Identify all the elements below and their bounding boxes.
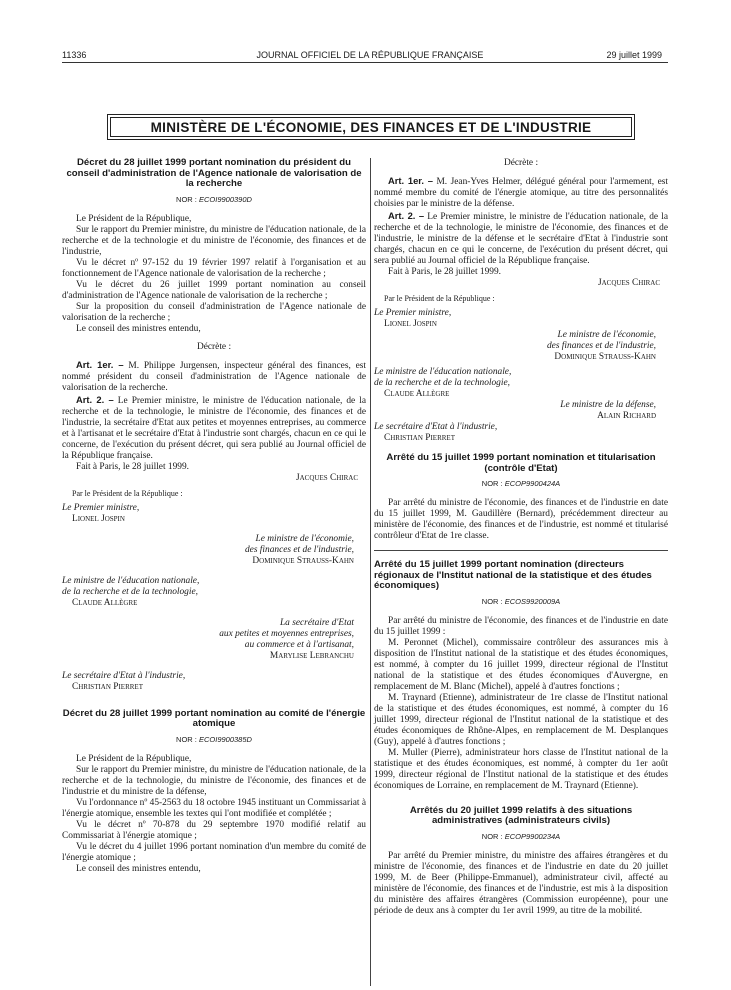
decree2-min-edu-name: Claude Allègre — [384, 389, 450, 399]
nor-code: ECOI9900390D — [198, 194, 252, 204]
decree2-fait: Fait à Paris, le 28 juillet 1999. — [388, 267, 502, 277]
decree1-sec-pme-3: au commerce et à l'artisanat, — [244, 639, 354, 650]
nor-code: ECOP9900234A — [504, 831, 561, 841]
decree1-p3: Vu le décret nº 97-152 du 19 février 1997 relatif à l'organisation et au fonctionnement de l'Agence nationale de valorisation de la recherche ; — [62, 257, 366, 279]
decree2-nor — [62, 734, 366, 745]
arrete3-title: Arrêtés du 20 juillet 1999 relatifs à des situations administratives (administrateurs civils) — [409, 804, 633, 826]
spacer — [62, 693, 366, 709]
decree1-pm-title: Le Premier ministre, — [62, 502, 140, 513]
decree1-title: Décret du 28 juillet 1999 portant nomination du président du conseil d'administration de l'Agence nationale de valorisation de la recherche — [66, 157, 362, 189]
journal-title: JOURNAL OFFICIEL DE LA RÉPUBLIQUE FRANÇAISE — [256, 50, 484, 60]
art-label: Art. 1er. – — [76, 358, 124, 370]
arrete2-title: Arrêté du 15 juillet 1999 portant nomination (directeurs régionaux de l'Institut national de la statistique et des études économiques) — [374, 559, 652, 591]
nor-label: NOR : — [481, 831, 503, 841]
decree1-nor — [62, 194, 366, 205]
arrete1-nor — [374, 478, 668, 489]
decree1-par-president: Par le Président de la République : — [72, 488, 183, 498]
decree1-sec-pme-2: aux petites et moyennes entreprises, — [219, 628, 354, 639]
arrete3-nor — [374, 831, 668, 842]
nor-code: ECOI9900385D — [198, 734, 252, 744]
nor-code: ECOP9900424A — [504, 479, 561, 488]
decree1-p2: Sur le rapport du Premier ministre, du ministre de l'éducation nationale, de la recherche et de la technologie et du ministre de l'économie, des finances et de l'industrie, — [62, 224, 366, 257]
art-label: Art. 2. – — [76, 393, 114, 405]
decree2-min-def-1: Le ministre de la défense, — [560, 400, 656, 410]
issue-date: 29 juillet 1999 — [606, 50, 662, 60]
decree2-p3: Vu l'ordonnance nº 45-2563 du 18 octobre 1945 instituant un Commissariat à l'énergie atomique, ensemble les textes qui l'ont modifiée et complétée ; — [62, 797, 366, 819]
arrete2-p2: M. Peronnet (Michel), commissaire contrôleur des assurances mis à disposition de l'Institut national de la statistique et des études économiques, est nommé, à compter du 16 juillet 1999, directeur régional de l'Institut national de la statistique et des études économiques d'Auvergne, en remplacement de M. Blanc (Michel), appelé à d'autres fonctions ; — [374, 637, 668, 692]
art-label: Art. 1er. – — [388, 175, 433, 186]
header-rule — [62, 62, 668, 63]
decree1-p6: Le conseil des ministres entendu, — [76, 323, 201, 334]
column-divider — [370, 158, 371, 986]
decree1-pm-name: Lionel Jospin — [72, 513, 125, 524]
arrete2-p1: Par arrêté du ministre de l'économie, des finances et de l'industrie en date du 15 juillet 1999 : — [374, 615, 668, 637]
decree2-art1 — [374, 175, 668, 210]
arrete1-title: Arrêté du 15 juillet 1999 portant nomination et titularisation (contrôle d'Etat) — [386, 452, 656, 474]
decree1-min-edu-1: Le ministre de l'éducation nationale, — [62, 575, 200, 586]
nor-code: ECOS9920009A — [504, 596, 561, 606]
decree1-art2 — [62, 394, 366, 462]
decree2-art2 — [374, 210, 668, 267]
decree1-sec-ind-1: Le secrétaire d'Etat à l'industrie, — [62, 670, 186, 681]
nor-label: NOR : — [481, 479, 503, 488]
decree2-min-edu-2: de la recherche et de la technologie, — [374, 378, 510, 388]
decree2-p1: Le Président de la République, — [76, 753, 192, 764]
right-column — [374, 158, 668, 917]
art-label: Art. 2. – — [388, 210, 425, 221]
art-text: M. Philippe Jurgensen, inspecteur général des finances, est nommé président du conseil d'administration de l'Agence nationale de valorisation de la recherche. — [62, 360, 367, 393]
decree1-p4: Vu le décret du 26 juillet 1999 portant nomination au conseil d'administration de l'Agence nationale de valorisation de la recherche ; — [62, 279, 366, 301]
decree2-p6: Le conseil des ministres entendu, — [76, 863, 201, 874]
decree1-min-edu-2: de la recherche et de la technologie, — [62, 586, 198, 597]
decree1-sec-ind-name: Christian Pierret — [72, 681, 143, 692]
nor-label: NOR : — [176, 194, 197, 204]
nor-label: NOR : — [481, 596, 503, 606]
spacer — [62, 609, 366, 618]
ministry-banner-text: MINISTÈRE DE L'ÉCONOMIE, DES FINANCES ET DE L'INDUSTRIE — [150, 119, 592, 135]
art-text: Le Premier ministre, le ministre de l'éducation nationale, de la recherche et de la technologie, le ministre de l'économie, des finances et de l'industrie, le ministre de la défense et le secrétaire d'Etat à l'industrie sont chargés, chacun en ce qui le concerne, de l'exécution du présent décret, qui sera publié au Journal officiel de la République française. — [374, 212, 669, 266]
decree2-sec-ind-1: Le secrétaire d'Etat à l'industrie, — [374, 422, 498, 432]
nor-label: NOR : — [176, 734, 197, 744]
spacer — [374, 792, 668, 806]
decree2-par-president: Par le Président de la République : — [384, 294, 495, 303]
decree2-p4: Vu le décret nº 70-878 du 29 septembre 1970 modifié relatif au Commissariat à l'énergie atomique ; — [62, 819, 366, 841]
decree1-sec-pme-name: Marylise Lebranchu — [269, 650, 354, 661]
decree2-min-eco-name: Dominique Strauss-Kahn — [554, 352, 656, 362]
ministry-banner — [107, 114, 635, 140]
spacer — [62, 525, 366, 534]
arrete1-p1: Par arrêté du ministre de l'économie, des finances et de l'industrie en date du 15 juillet 1999, M. Gaudillère (Bernard), précédemment directeur au ministère de l'économie, des finances et de l'industrie, est nommé et titularisé contrôleur d'Etat de 1re classe. — [374, 498, 668, 541]
arrete2-p3: M. Traynard (Etienne), administrateur de 1re classe de l'Institut national de la statistique et des études économiques, est nommé, à compter du 16 juillet 1999, directeur régional de l'Institut national de la statistique et des études économiques de Rhône-Alpes, en remplacement de M. Desplanques (Guy), appelé à d'autres fonctions ; — [374, 692, 668, 747]
decree2-p2: Sur le rapport du Premier ministre, du ministre de l'éducation nationale, de la recherche et de la technologie, du ministre de l'économie, des finances et de l'industrie et du ministre de la défense, — [62, 764, 366, 797]
decree1-min-edu-name: Claude Allègre — [72, 597, 138, 608]
decree2-min-eco-2: des finances et de l'industrie, — [546, 341, 656, 351]
spacer — [62, 567, 366, 576]
decree2-p5: Vu le décret du 4 juillet 1996 portant nomination d'un membre du comité de l'énergie atomique ; — [62, 841, 366, 863]
decree2-pm-title: Le Premier ministre, — [374, 308, 452, 318]
decree2-pm-name: Lionel Jospin — [384, 319, 437, 329]
decree2-min-eco-1: Le ministre de l'économie, — [557, 330, 656, 340]
spacer — [62, 662, 366, 671]
decree1-art1 — [62, 359, 366, 394]
decree1-decrete: Décrète : — [196, 341, 232, 352]
decree2-president-signature: Jacques Chirac — [597, 278, 660, 288]
decree2-title: Décret du 28 juillet 1999 portant nomination au comité de l'énergie atomique — [62, 707, 366, 729]
left-column — [62, 158, 366, 875]
decree1-p5: Sur la proposition du conseil d'administration de l'Agence nationale de valorisation de la recherche ; — [62, 301, 366, 323]
page-number: 11336 — [62, 50, 87, 60]
decree1-fait: Fait à Paris, le 28 juillet 1999. — [76, 461, 190, 472]
decree2-min-edu-1: Le ministre de l'éducation nationale, — [374, 367, 512, 377]
decree1-sec-pme-1: La secrétaire d'Etat — [279, 617, 354, 628]
decree2-decrete: Décrète : — [503, 158, 539, 168]
decree1-president-signature: Jacques Chirac — [295, 472, 358, 483]
decree2-min-def-name: Alain Richard — [597, 411, 656, 421]
decree1-min-eco-name: Dominique Strauss-Kahn — [252, 555, 354, 566]
decree2-sec-ind-name: Christian Pierret — [384, 433, 455, 443]
arrete2-p4: M. Muller (Pierre), administrateur hors classe de l'Institut national de la statistique et des études économiques, est nommé, à compter du 1er août 1999, directeur régional de l'Institut national de la statistique et des études économiques de Lorraine, en remplacement de M. Traynard (Etienne). — [374, 747, 668, 791]
arrete3-p1: Par arrêté du Premier ministre, du ministre des affaires étrangères et du ministre de l'économie, des finances et de l'industrie en date du 20 juillet 1999, M. de Beer (Philippe-Emmanuel), administrateur civil, affecté au ministère de l'économie, des finances et de l'industrie, est mis à la disposition du ministère des affaires étrangères (Commission européenne), pour une période de deux ans à compter du 1er avril 1999, au titre de la mobilité. — [374, 850, 668, 916]
decree1-min-eco-1: Le ministre de l'économie, — [255, 533, 354, 544]
decree1-min-eco-2: des finances et de l'industrie, — [244, 544, 354, 555]
art-text: M. Jean-Yves Helmer, délégué général pour l'armement, est nommé membre du comité de l'énergie atomique, au titre des personnalités choisies par le ministre de la défense. — [374, 177, 669, 209]
decree1-p1: Le Président de la République, — [76, 213, 192, 224]
section-separator — [374, 550, 668, 551]
art-text: Le Premier ministre, le ministre de l'éducation nationale, de la recherche et de la technologie, le ministre de l'économie, des finances et de l'industrie, la secrétaire d'Etat aux petites et moyennes entreprises, au commerce et à l'artisanat et le secrétaire d'Etat à l'industrie sont chargés, chacun en ce qui le concerne, de l'exécution du présent décret, qui sera publié au Journal officiel de la République française. — [62, 395, 367, 461]
arrete2-nor — [374, 596, 668, 607]
